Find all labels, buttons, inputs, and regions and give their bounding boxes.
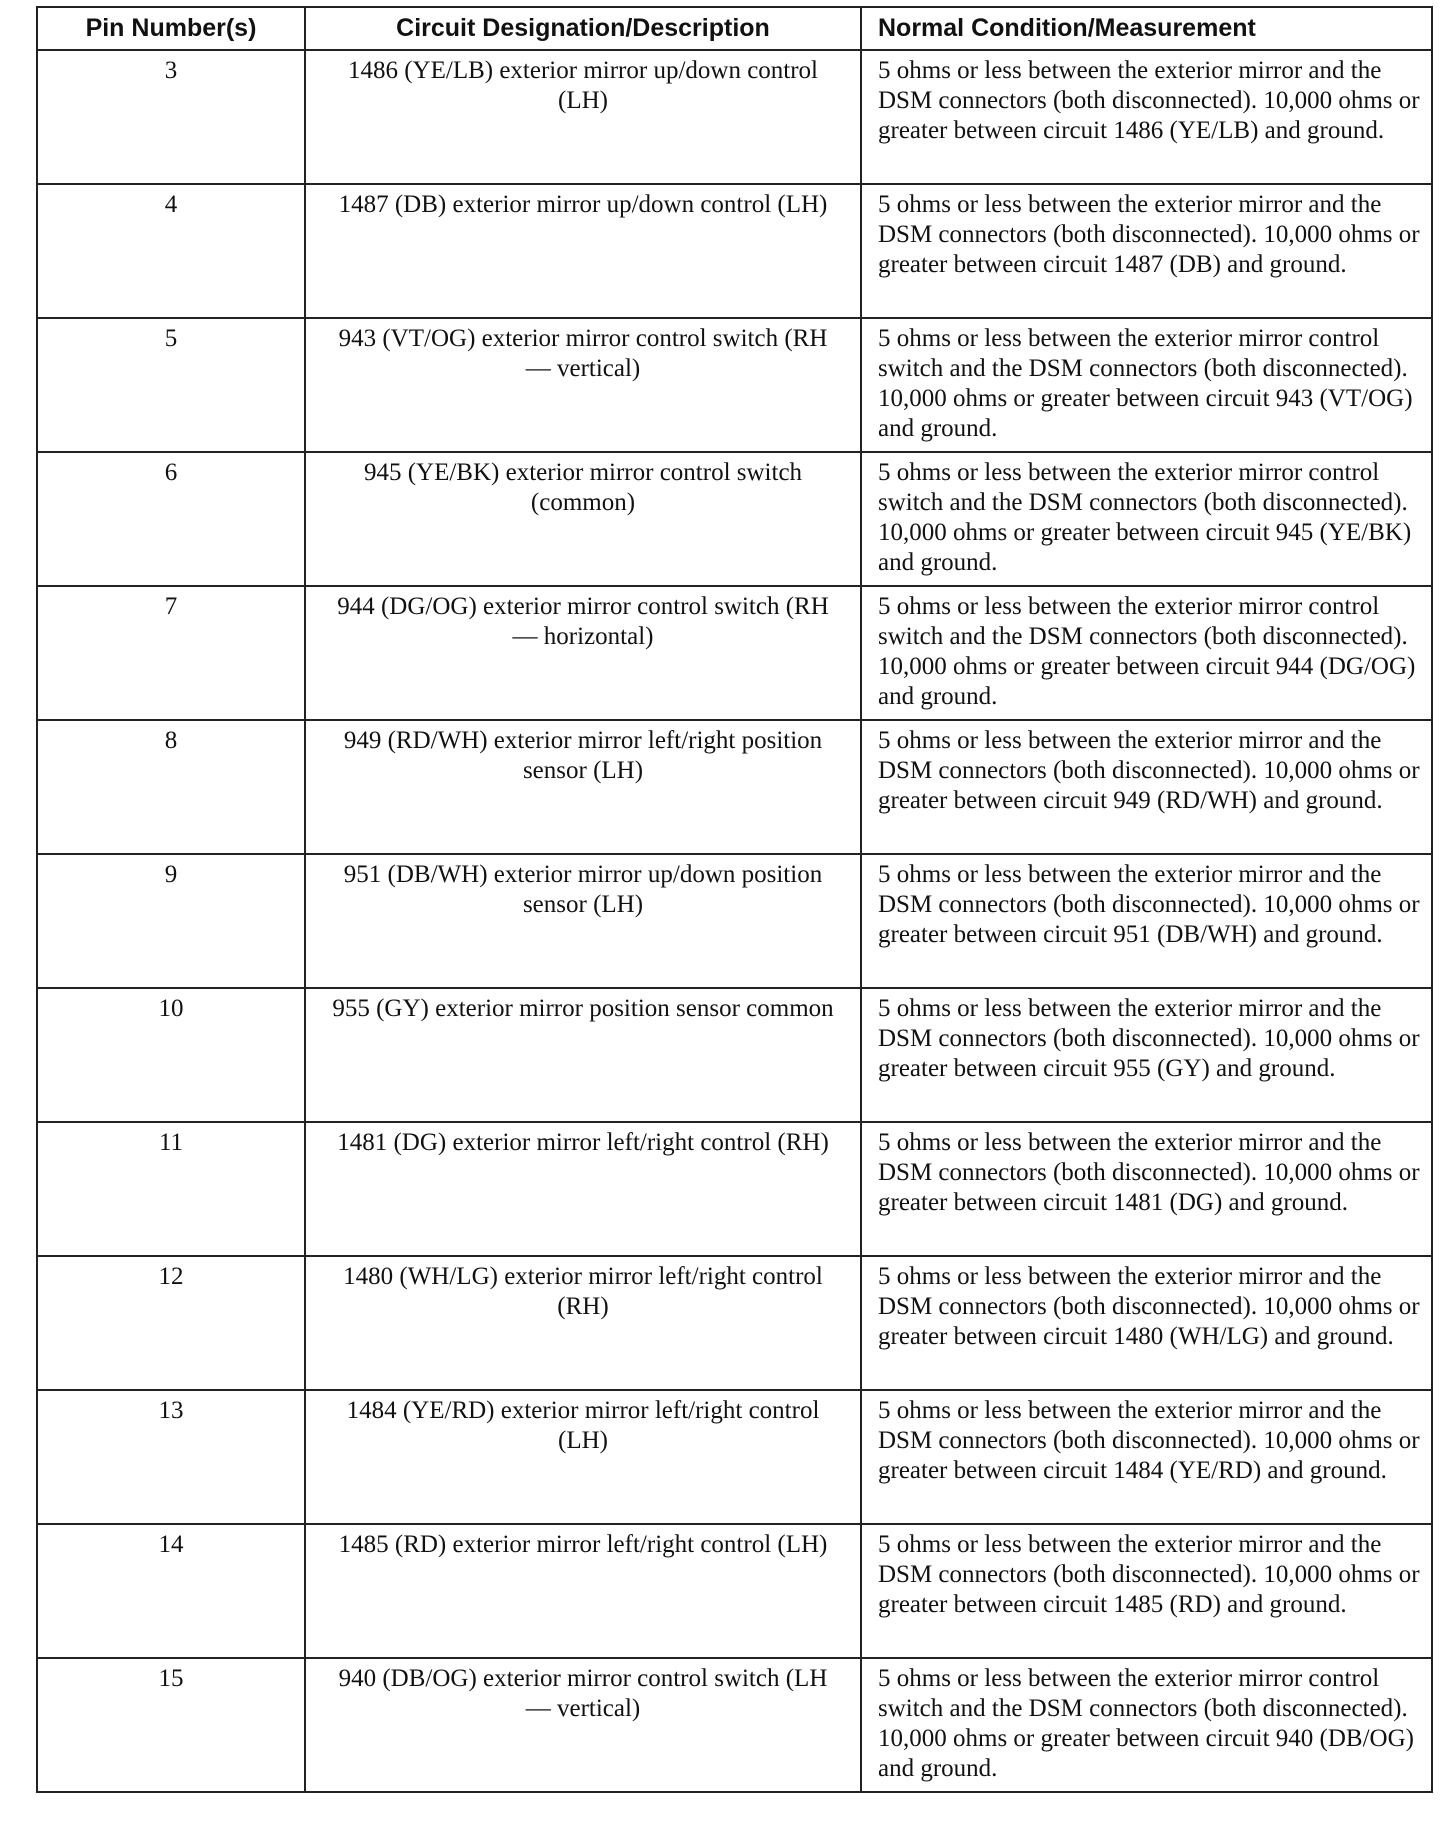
- table-body: [37, 50, 1432, 1792]
- table-row: [37, 50, 1432, 184]
- table-row: [37, 720, 1432, 854]
- measurement-cell: 5 ohms or less between the exterior mirror control switch and the DSM connectors (both disconnected). 10,000 ohms or greater between circuit 945 (YE/BK) and ground.: [861, 452, 1432, 586]
- header-normal-condition: Normal Condition/Measurement: [861, 7, 1432, 50]
- table-row: [37, 184, 1432, 318]
- table-row: [37, 1256, 1432, 1390]
- circuit-description-cell: 1485 (RD) exterior mirror left/right control (LH): [305, 1524, 861, 1658]
- circuit-description-cell: 955 (GY) exterior mirror position sensor common: [305, 988, 861, 1122]
- measurement-cell: 5 ohms or less between the exterior mirror and the DSM connectors (both disconnected). 10,000 ohms or greater between circuit 955 (GY) and ground.: [861, 988, 1432, 1122]
- circuit-description-cell: 1480 (WH/LG) exterior mirror left/right control (RH): [305, 1256, 861, 1390]
- circuit-description-cell: 1486 (YE/LB) exterior mirror up/down control (LH): [305, 50, 861, 184]
- pin-number-cell: 10: [37, 988, 305, 1122]
- pin-test-table: [36, 6, 1433, 1793]
- table-header: [37, 7, 1432, 50]
- pin-number-cell: 12: [37, 1256, 305, 1390]
- header-pin-numbers: Pin Number(s): [37, 7, 305, 50]
- measurement-cell: 5 ohms or less between the exterior mirror and the DSM connectors (both disconnected). 10,000 ohms or greater between circuit 1485 (RD) and ground.: [861, 1524, 1432, 1658]
- circuit-description-cell: 1484 (YE/RD) exterior mirror left/right control (LH): [305, 1390, 861, 1524]
- circuit-description-cell: 1487 (DB) exterior mirror up/down control (LH): [305, 184, 861, 318]
- circuit-description-cell: 943 (VT/OG) exterior mirror control switch (RH — vertical): [305, 318, 861, 452]
- circuit-description-cell: 949 (RD/WH) exterior mirror left/right position sensor (LH): [305, 720, 861, 854]
- pin-number-cell: 9: [37, 854, 305, 988]
- pin-number-cell: 14: [37, 1524, 305, 1658]
- pin-number-cell: 7: [37, 586, 305, 720]
- measurement-cell: 5 ohms or less between the exterior mirror control switch and the DSM connectors (both disconnected). 10,000 ohms or greater between circuit 940 (DB/OG) and ground.: [861, 1658, 1432, 1792]
- table-row: [37, 1524, 1432, 1658]
- measurement-cell: 5 ohms or less between the exterior mirror and the DSM connectors (both disconnected). 10,000 ohms or greater between circuit 1480 (WH/LG) and ground.: [861, 1256, 1432, 1390]
- header-row: [37, 7, 1432, 50]
- measurement-cell: 5 ohms or less between the exterior mirror and the DSM connectors (both disconnected). 10,000 ohms or greater between circuit 1484 (YE/RD) and ground.: [861, 1390, 1432, 1524]
- table-row: [37, 988, 1432, 1122]
- measurement-cell: 5 ohms or less between the exterior mirror and the DSM connectors (both disconnected). 10,000 ohms or greater between circuit 949 (RD/WH) and ground.: [861, 720, 1432, 854]
- table-row: [37, 318, 1432, 452]
- pin-number-cell: 15: [37, 1658, 305, 1792]
- pin-number-cell: 11: [37, 1122, 305, 1256]
- measurement-cell: 5 ohms or less between the exterior mirror control switch and the DSM connectors (both disconnected). 10,000 ohms or greater between circuit 944 (DG/OG) and ground.: [861, 586, 1432, 720]
- table-row: [37, 1658, 1432, 1792]
- circuit-description-cell: 940 (DB/OG) exterior mirror control switch (LH — vertical): [305, 1658, 861, 1792]
- circuit-description-cell: 944 (DG/OG) exterior mirror control switch (RH — horizontal): [305, 586, 861, 720]
- table-row: [37, 1390, 1432, 1524]
- pin-number-cell: 4: [37, 184, 305, 318]
- pin-number-cell: 3: [37, 50, 305, 184]
- measurement-cell: 5 ohms or less between the exterior mirror and the DSM connectors (both disconnected). 10,000 ohms or greater between circuit 1481 (DG) and ground.: [861, 1122, 1432, 1256]
- measurement-cell: 5 ohms or less between the exterior mirror control switch and the DSM connectors (both disconnected). 10,000 ohms or greater between circuit 943 (VT/OG) and ground.: [861, 318, 1432, 452]
- pin-number-cell: 5: [37, 318, 305, 452]
- table-row: [37, 1122, 1432, 1256]
- table-row: [37, 586, 1432, 720]
- header-circuit-designation: Circuit Designation/Description: [305, 7, 861, 50]
- measurement-cell: 5 ohms or less between the exterior mirror and the DSM connectors (both disconnected). 10,000 ohms or greater between circuit 951 (DB/WH) and ground.: [861, 854, 1432, 988]
- table-row: [37, 452, 1432, 586]
- pin-number-cell: 6: [37, 452, 305, 586]
- circuit-description-cell: 951 (DB/WH) exterior mirror up/down position sensor (LH): [305, 854, 861, 988]
- measurement-cell: 5 ohms or less between the exterior mirror and the DSM connectors (both disconnected). 10,000 ohms or greater between circuit 1487 (DB) and ground.: [861, 184, 1432, 318]
- circuit-description-cell: 1481 (DG) exterior mirror left/right control (RH): [305, 1122, 861, 1256]
- pin-number-cell: 8: [37, 720, 305, 854]
- table-row: [37, 854, 1432, 988]
- circuit-description-cell: 945 (YE/BK) exterior mirror control switch (common): [305, 452, 861, 586]
- pin-number-cell: 13: [37, 1390, 305, 1524]
- measurement-cell: 5 ohms or less between the exterior mirror and the DSM connectors (both disconnected). 10,000 ohms or greater between circuit 1486 (YE/LB) and ground.: [861, 50, 1432, 184]
